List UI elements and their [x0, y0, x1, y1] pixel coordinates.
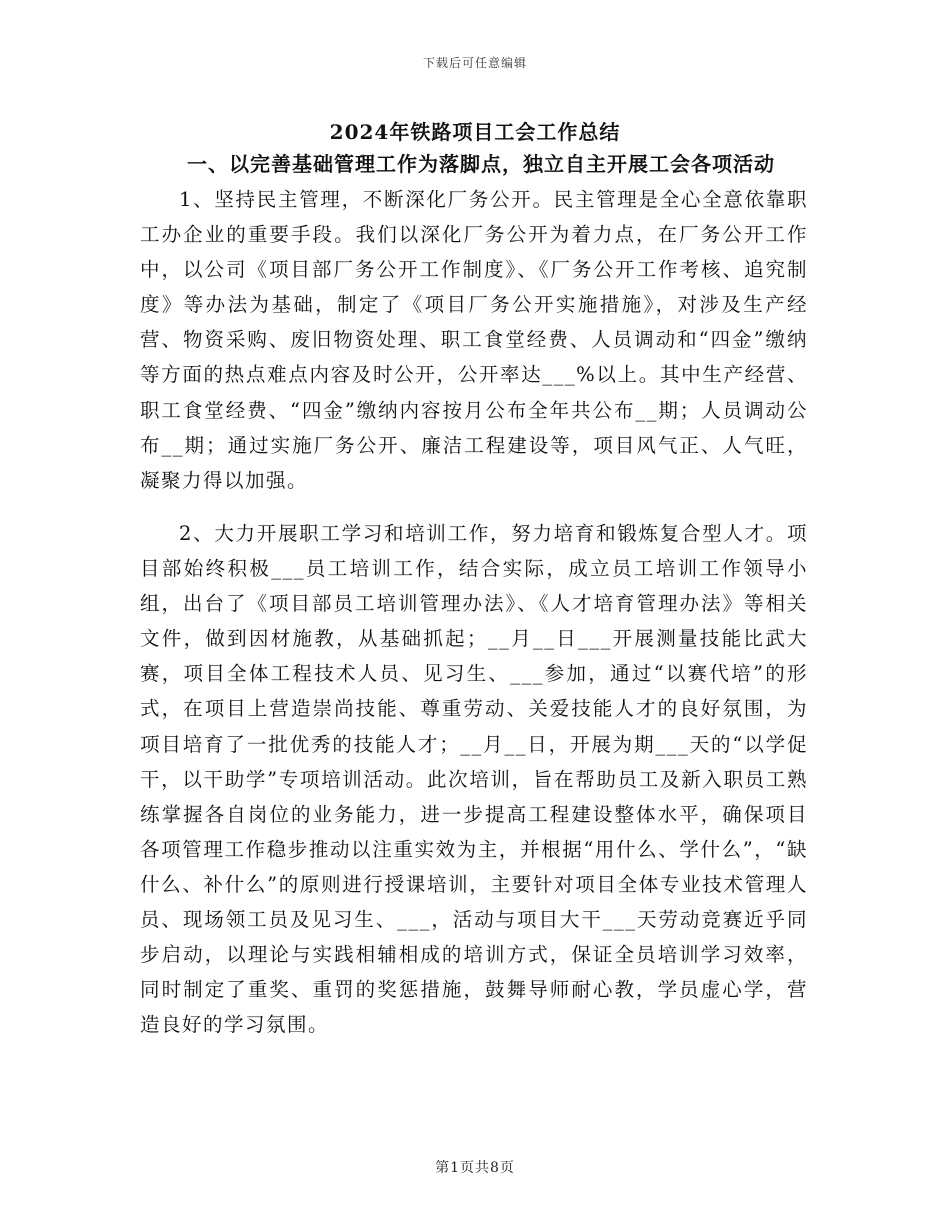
- document-title: 2024年铁路项目工会工作总结: [329, 120, 621, 144]
- body-paragraph-2-block: [140, 516, 808, 1042]
- body-paragraph-1-block: [140, 182, 808, 498]
- body-paragraph-2: 2、大力开展职工学习和培训工作，努力培育和锻炼复合型人才。项目部始终积极___员工培训工作，结合实际，成立员工培训工作领导小组，出台了《项目部员工培训管理办法》、《人才培育管理办法》等相关文件，做到因材施教，从基础抓起；__月__日___开展测量技能比武大赛，项目全体工程技术人员、见习生、___参加，通过“以赛代培”的形式，在项目上营造崇尚技能、尊重劳动、关爱技能人才的良好氛围，为项目培育了一批优秀的技能人才；__月__日，开展为期___天的“以学促干，以干助学”专项培训活动。此次培训，旨在帮助员工及新入职员工熟练掌握各自岗位的业务能力，进一步提高工程建设整体水平，确保项目各项管理工作稳步推动以注重实效为主，并根据“用什么、学什么”，“缺什么、补什么”的原则进行授课培训，主要针对项目全体专业技术管理人员、现场领工员及见习生、___，活动与项目大干___天劳动竞赛近乎同步启动，以理论与实践相辅相成的培训方式，保证全员培训学习效率，同时制定了重奖、重罚的奖惩措施，鼓舞导师耐心教，学员虚心学，营造良好的学习氛围。: [140, 522, 808, 1037]
- section-heading: 一、以完善基础管理工作为落脚点，独立自主开展工会各项活动: [187, 152, 775, 176]
- page-indicator: 第1页共8页: [435, 1160, 515, 1176]
- body-paragraph-1: 1、坚持民主管理，不断深化厂务公开。民主管理是全心全意依靠职工办企业的重要手段。我们以深化厂务公开为着力点，在厂务公开工作中，以公司《项目部厂务公开工作制度》、《厂务公开工作考核、追究制度》等办法为基础，制定了《项目厂务公开实施措施》，对涉及生产经营、物资采购、废旧物资处理、职工食堂经费、人员调动和“四金”缴纳等方面的热点难点内容及时公开，公开率达___%以上。其中生产经营、职工食堂经费、“四金”缴纳内容按月公布全年共公布__期；人员调动公布__期；通过实施厂务公开、廉洁工程建设等，项目风气正、人气旺，凝聚力得以加强。: [140, 188, 808, 492]
- header-note: 下载后可任意编辑: [422, 56, 527, 70]
